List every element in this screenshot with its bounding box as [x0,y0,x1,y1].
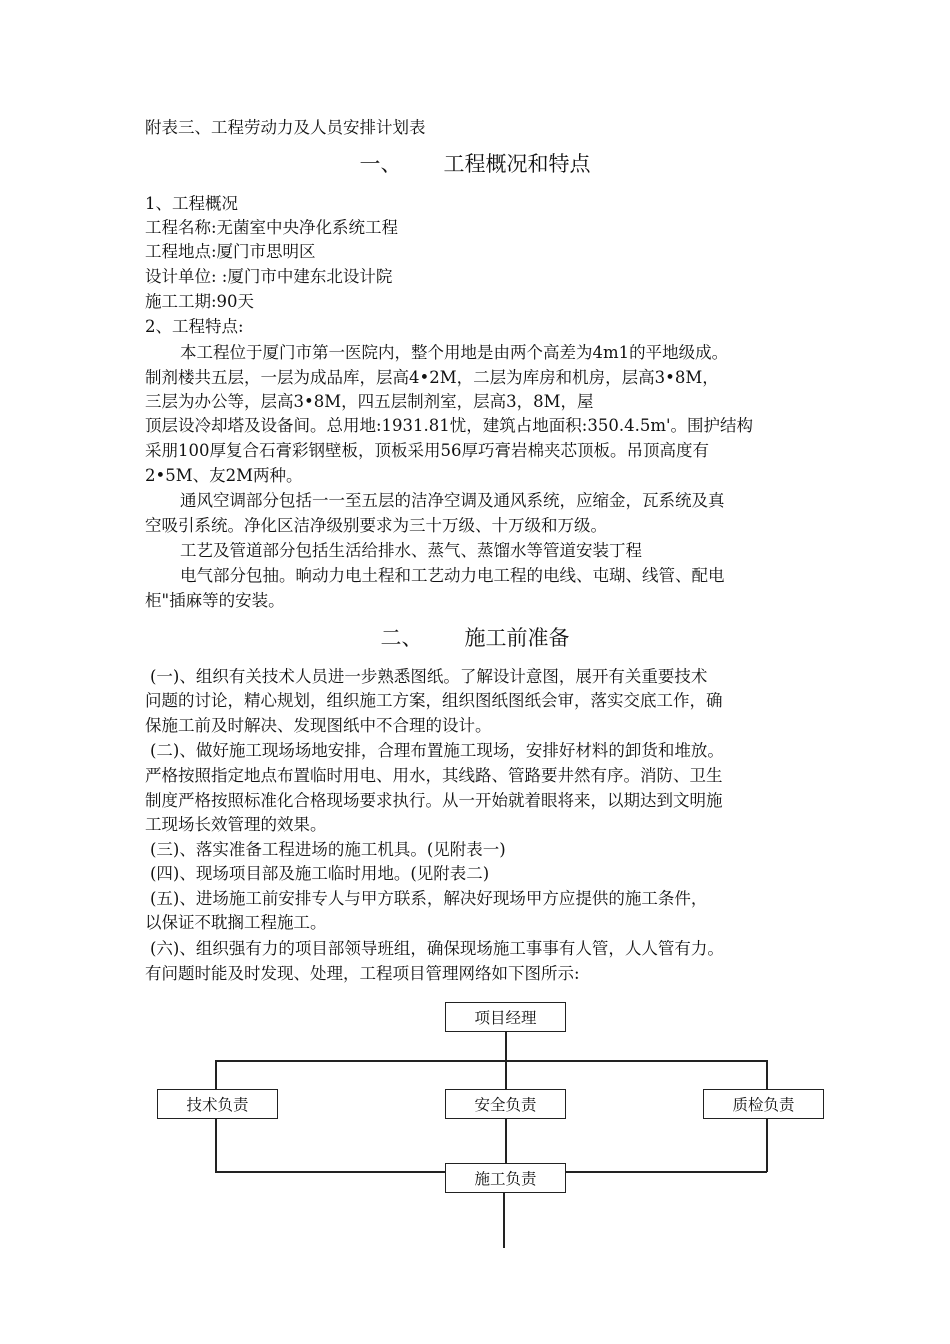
prep-line: 有问题时能及时发现、处理，工程项目管理网络如下图所示: [145,964,580,983]
org-connector [505,1118,507,1164]
overview-heading: 1、工程概况 [145,194,238,213]
prep-line: (五)、进场施工前安排专人与甲方联系，解决好现场甲方应提供的施工条件， [150,889,708,908]
section1-number: 一、 [359,152,402,176]
prep-line: (三)、落实准备工程进场的施工机具。(见附表一) [150,840,506,859]
org-box-safety: 安全负责 [445,1089,566,1119]
features-line: 电气部分包抽。晌动力电土程和工艺动力电工程的电线、屯瑚、线管、配电 [180,566,725,585]
prep-line: 问题的讨论，精心规划，组织施工方案，组织图纸图纸会审，落实交底工作，确 [145,691,723,710]
prep-line: 制度严格按照标准化合格现场要求执行。从一开始就着眼将来，以期达到文明施 [145,791,723,810]
org-box-quality: 质检负责 [703,1089,824,1119]
features-line: 采朋100厚复合石膏彩钢壁板，顶板采用56厚巧膏岩棉夹芯顶板。吊顶高度有 [145,441,709,460]
features-line: 制剂楼共五层，一层为成品库，层高4•2M，二层为库房和机房，层高3•8M， [145,368,719,387]
construction-period: 施工工期:90天 [145,292,255,311]
features-line: 2•5M、友2M两种。 [145,466,303,485]
features-line: 通风空调部分包括一一至五层的洁净空调及通风系统，应缩金，瓦系统及真 [180,491,725,510]
features-line: 本工程位于厦门市第一医院内，整个用地是由两个高差为4m1的平地级成。 [180,343,729,362]
prep-line: (四)、现场项目部及施工临时用地。(见附表二) [150,864,490,883]
org-connector [215,1060,217,1089]
org-connector [215,1060,767,1062]
project-name: 工程名称:无菌室中央净化系统工程 [145,218,399,237]
features-heading: 2、工程特点: [145,317,244,336]
section2-heading [0,624,950,652]
features-line: 顶层设冷却塔及设备间。总用地:1931.81忧，建筑占地面积:350.4.5m'。围护结构 [145,416,754,435]
org-box-technical: 技术负责 [157,1089,278,1119]
prep-line: 严格按照指定地点布置临时用电、用水，其线路、管路要井然有序。消防、卫生 [145,766,723,785]
org-connector [215,1118,217,1172]
features-line: 柜"插麻等的安装。 [145,591,285,610]
org-connector [766,1060,768,1089]
features-line: 空吸引系统。净化区洁净级别要求为三十万级、十万级和万级。 [145,516,607,535]
prep-line: (二)、做好施工现场场地安排，合理布置施工现场，安排好材料的卸货和堆放。 [150,741,724,760]
org-connector [503,1192,505,1248]
org-box-project-manager: 项目经理 [445,1002,566,1032]
section2-number: 二、 [380,626,423,650]
project-location: 工程地点:厦门市思明区 [145,242,316,261]
prep-line: (一)、组织有关技术人员进一步熟悉图纸。了解设计意图，展开有关重要技术 [150,667,708,686]
org-connector [766,1118,768,1172]
org-box-construction: 施工负责 [445,1163,566,1193]
section1-title: 工程概况和特点 [443,152,591,176]
design-unit: 设计单位: :厦门市中建东北设计院 [145,267,393,286]
features-line: 三层为办公等，层高3•8M，四五层制剂室，层高3，8M，屋 [145,392,594,411]
prep-line: (六)、组织强有力的项目部领导班组，确保现场施工事事有人管，人人管有力。 [150,939,724,958]
features-line: 工艺及管道部分包括生活给排水、蒸气、蒸馏水等管道安装丁程 [180,541,642,560]
prep-line: 保施工前及时解决、发现图纸中不合理的设计。 [145,716,492,735]
prep-line: 以保证不耽搁工程施工。 [145,913,327,932]
prep-line: 工现场长效管理的效果。 [145,815,327,834]
section1-heading [0,150,950,178]
doc-title: 附表三、工程劳动力及人员安排计划表 [145,118,426,137]
section2-title: 施工前准备 [464,626,570,650]
